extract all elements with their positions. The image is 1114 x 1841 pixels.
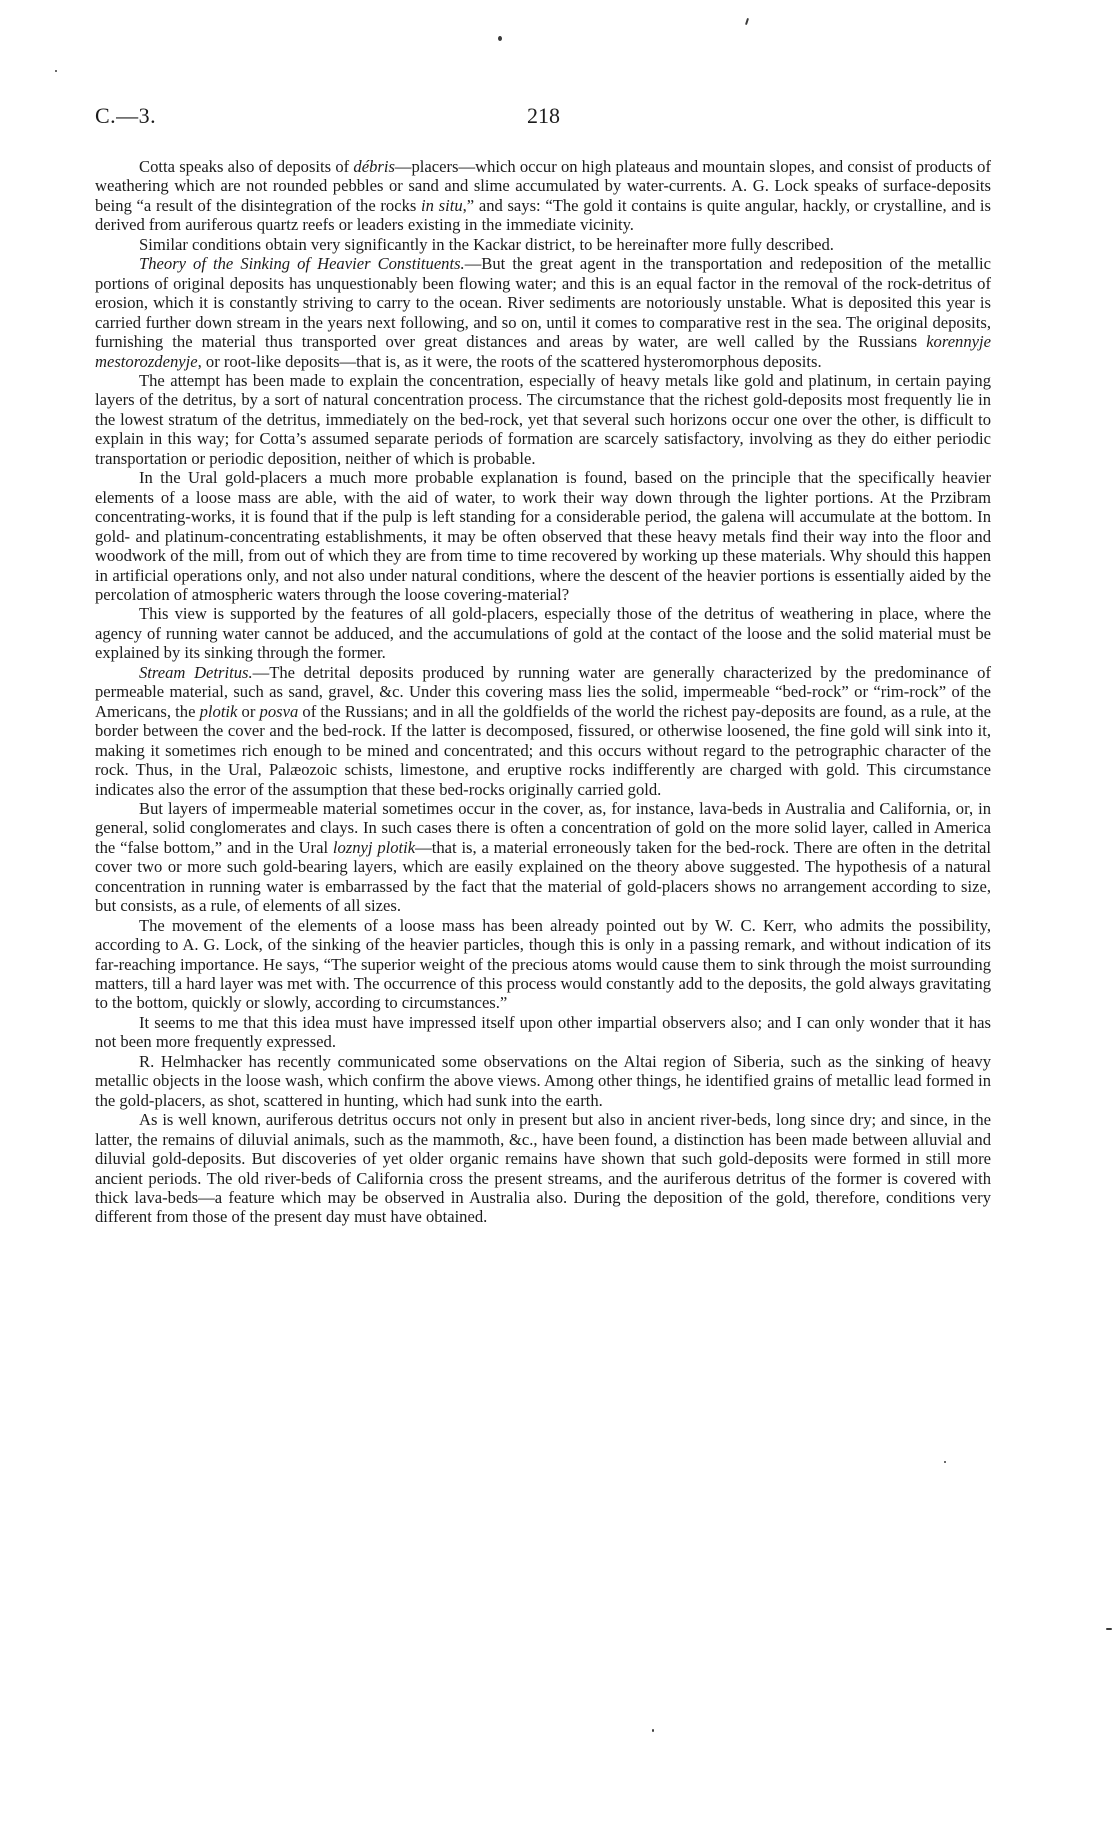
- text-run: But layers of impermeable material sometimes occur in the cover, as, for instance, lava-beds in Australia and California, or, in general, solid conglomerates and clays. In such cases there is often a concentration of gold on the more solid layer, called in America the “false bottom,” and in the Ural: [95, 798, 991, 857]
- italic-text: Theory of the Sinking of Heavier Constituents.: [139, 254, 465, 274]
- paragraph: [95, 1052, 991, 1110]
- text-run: —placers—which occur on high plateaus and mountain slopes, and consist of products of weathering which are not rounded pebbles or sand and slime accumulated by water-currents. A. G. Lock speaks of surface-deposits being “a result of the disintegration of the rocks: [95, 157, 991, 215]
- text-run: —But the great agent in the transportation and redeposition of the metallic portions of original deposits has unquestionably been flowing water; and this is an equal factor in the removal of the rock-detritus of erosion, which it is constantly striving to carry to the ocean. River sediments are notoriously unstable. What is deposited this year is carried further down stream in the years next following, and so on, until it comes to comparative rest in the sea. The original deposits, furnishing the material thus transported over great distances and areas by water, are well called by the Russians: [95, 254, 991, 352]
- paragraph: [95, 235, 991, 254]
- ink-spot: [745, 18, 749, 25]
- italic-text: débris: [353, 157, 395, 176]
- document-reference: C.—3.: [95, 103, 157, 128]
- text-run: Similar conditions obtain very significantly in the Kackar district, to be hereinafter more fully described.: [139, 234, 834, 254]
- ink-spot: [652, 1729, 654, 1732]
- page-header: [95, 103, 1025, 133]
- ink-spot: [498, 36, 502, 41]
- italic-text: loznyj plotik: [332, 837, 416, 857]
- paragraph: [95, 604, 991, 662]
- paragraph: [95, 663, 991, 799]
- paragraph: [95, 916, 991, 1013]
- paragraph: [95, 157, 991, 235]
- ink-spot: [1106, 1628, 1112, 1630]
- ink-spot: [55, 70, 57, 72]
- text-run: In the Ural gold-placers a much more probable explanation is found, based on the principle that the specifically heavier elements of a loose mass are able, with the aid of water, to work their way down through the lighter portions. At the Przibram concentrating-works, it is found that if the pulp is left standing for a considerable period, the galena will accumulate at the bottom. In gold- and platinum-concentrating establishments, it may be often observed that these heavy metals find their way into the floor and woodwork of the mill, from out of which they are from time to time recovered by working up these materials. Why should this happen in artificial operations only, and not also under natural conditions, where the descent of the heavier portions is essentially aided by the percolation of atmospheric waters through the loose covering-material?: [95, 468, 991, 604]
- paragraph: [95, 1110, 991, 1227]
- italic-text: plotik: [199, 701, 238, 721]
- text-run: The attempt has been made to explain the concentration, especially of heavy metals like gold and platinum, in certain paying layers of the detritus, by a sort of natural concentration process. The circumstance that the richest gold-deposits most frequently lie in the lowest stratum of the detritus, immediately on the bed-rock, yet that several such horizons occur one over the other, is difficult to explain in this way; for Cotta’s assumed separate periods of formation are scarcely satisfactory, involving as they do either periodic transportation or periodic deposition, neither of which is probable.: [95, 370, 991, 468]
- text-run: This view is supported by the features of all gold-placers, especially those of the detritus of weathering in place, where the agency of running water cannot be adduced, and the accumulations of gold at the contact of the loose and the solid material must be explained by its sinking through the former.: [95, 604, 991, 663]
- text-run: ,” and says: “The gold it contains is quite angular, hackly, or crystalline, and is derived from auriferous quartz reefs or leaders existing in the immediate vicinity.: [95, 195, 992, 235]
- paragraph: [95, 799, 991, 916]
- text-run: As is well known, auriferous detritus occurs not only in present but also in ancient river-beds, long since dry; and since, in the latter, the remains of diluvial animals, such as the mammoth, &c., have been found, a distinction has been made between alluvial and diluvial gold-deposits. But discoveries of yet older organic remains have shown that such gold-deposits were formed in still more ancient periods. The old river-beds of California cross the present streams, and the auriferous detritus of the former is covered with thick lava-beds—a feature which may be observed in Australia also. During the deposition of the gold, therefore, conditions very different from those of the present day must have obtained.: [95, 1110, 991, 1227]
- text-run: —The detrital deposits produced by running water are generally characterized by the predominance of permeable material, such as sand, gravel, &c. Under this covering mass lies the solid, impermeable “bed-rock” or “rim-rock” of the Americans, the: [95, 662, 991, 721]
- italic-text: Stream Detritus.: [139, 662, 253, 682]
- page-number: 218: [527, 103, 560, 128]
- paragraph: [95, 371, 991, 468]
- italic-text: in situ: [421, 195, 463, 215]
- text-run: The movement of the elements of a loose mass has been already pointed out by W. C. Kerr, who admits the possibility, according to A. G. Lock, of the sinking of the heavier particles, though this is only in a passing remark, and without indication of its far-reaching importance. He says, “The superior weight of the precious atoms would cause them to sink through the moist surrounding matters, till a hard layer was met with. The occurrence of this process would constantly add to the deposits, the gold always gravitating to the bottom, quickly or slowly, according to circumstances.”: [95, 915, 991, 1013]
- text-run: of the Russians; and in all the goldfields of the world the richest pay-deposits are found, as a rule, at the border between the cover and the bed-rock. If the latter is decomposed, fissured, or otherwise loosened, the fine gold will sink into it, making it sometimes rich enough to be mined and concentrated; and this occurs without regard to the petrographic character of the rock. Thus, in the Ural, Palæozoic schists, limestone, and eruptive rocks indifferently are charged with gold. This circumstance indicates also the error of the assumption that these bed-rocks originally carried gold.: [95, 701, 991, 799]
- text-run: It seems to me that this idea must have impressed itself upon other impartial observers also; and I can only wonder that it has not been more frequently expressed.: [95, 1012, 991, 1052]
- italic-text: posva: [259, 701, 299, 721]
- paragraph: [95, 1013, 991, 1052]
- paragraph: [95, 468, 991, 604]
- italic-text: korennyje mestorozdenyje: [95, 332, 991, 371]
- text-run: Cotta speaks also of deposits of: [139, 157, 354, 176]
- body-text: [95, 157, 991, 1227]
- text-run: —that is, a material erroneously taken for the bed-rock. There are often in the detrital cover two or more such gold-bearing layers, which are easily explained on the theory above suggested. The hypothesis of a natural concentration in running water is embarrassed by the fact that the material of gold-placers shows no arrangement according to size, but consists, as a rule, of elements of all sizes.: [95, 837, 992, 916]
- text-run: , or root-like deposits—that is, as it were, the roots of the scattered hysteromorphous deposits.: [197, 351, 822, 371]
- paragraph: [95, 254, 991, 371]
- text-run: or: [237, 701, 260, 721]
- ink-spot: [944, 1461, 946, 1463]
- text-run: R. Helmhacker has recently communicated some observations on the Altai region of Siberia, such as the sinking of heavy metallic objects in the loose wash, which confirm the above views. Among other things, he identified grains of metallic lead formed in the gold-placers, as shot, scattered in hunting, which had sunk into the earth.: [95, 1051, 991, 1110]
